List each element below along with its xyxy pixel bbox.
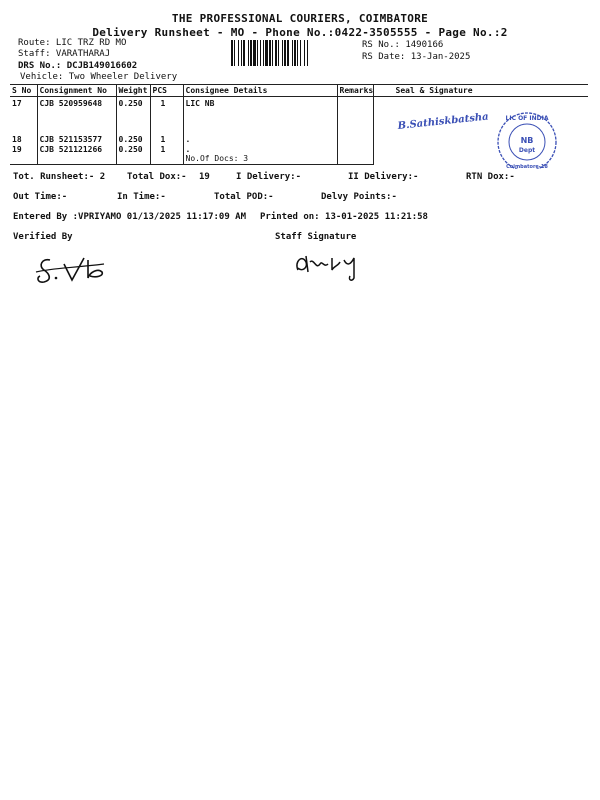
row-sno: 19 [10, 145, 37, 165]
barcode-bar [282, 40, 283, 66]
svg-text:Dept: Dept [518, 147, 535, 154]
barcode-bar [238, 40, 239, 66]
out-time: Out Time:- [13, 192, 68, 202]
rs-number: RS No.: 1490166 [362, 40, 444, 50]
row-weight: 0.250 [116, 145, 150, 165]
row-consignee [183, 145, 337, 165]
vehicle-info: Vehicle: Two Wheeler Delivery [20, 72, 178, 82]
barcode-bar [287, 40, 289, 66]
tot-runsheet: Tot. Runsheet:- 2 [13, 172, 106, 182]
route-info: Route: LIC TRZ RD MO [18, 38, 127, 48]
total-pod: Total POD:- [214, 192, 274, 202]
barcode-bar [292, 40, 293, 66]
barcode-bar [300, 40, 301, 66]
verified-by-label: Verified By [13, 232, 73, 242]
row-pcs: 1 [150, 97, 183, 135]
row-remarks [337, 145, 373, 165]
row-weight: 0.250 [116, 97, 150, 135]
barcode-bar [231, 40, 233, 66]
row-consignment: CJB 521121266 [37, 145, 116, 165]
staff-signature-image [292, 248, 364, 286]
row-sno: 18 [12, 134, 22, 144]
barcode-bar [278, 40, 279, 66]
rs-date: RS Date: 13-Jan-2025 [362, 52, 471, 62]
company-title: THE PROFESSIONAL COURIERS, COIMBATORE [171, 12, 429, 25]
column-header-seal: Seal & Signature [373, 85, 588, 97]
barcode-bar [243, 40, 245, 66]
barcode-bar [307, 40, 308, 66]
column-header-remarks: Remarks [337, 85, 373, 97]
column-header-weight: Weight [116, 85, 150, 97]
ii-delivery: II Delivery:- [348, 172, 419, 182]
barcode-bar [260, 40, 261, 66]
row-remarks [337, 97, 373, 135]
row-consignment: CJB 521153577 [37, 135, 116, 145]
total-dox-value: 19 [199, 172, 210, 182]
row-consignee-dot: . [185, 144, 191, 154]
in-time: In Time:- [117, 192, 166, 202]
barcode-bar [269, 40, 271, 66]
row-consignee: LIC NB [183, 97, 337, 135]
drs-number: DRS No.: DCJB149016602 [18, 61, 138, 71]
printed-on: Printed on: 13-01-2025 11:21:58 [260, 212, 428, 222]
barcode-bar [272, 40, 273, 66]
runsheet-subtitle: Delivery Runsheet - MO - Phone No.:0422-3505555 - Page No.:2 [92, 26, 508, 39]
svg-text:B.Sathiskbatsha: B.Sathiskbatsha [396, 111, 489, 132]
row-pcs: 1 [150, 145, 183, 165]
no-of-docs: No.Of Docs: 3 [185, 153, 249, 163]
table-row [10, 97, 588, 135]
row-consignee: . [183, 135, 337, 145]
barcode-bar [248, 40, 249, 66]
svg-text:NB: NB [520, 136, 533, 145]
staff-info: Staff: VARATHARAJ [18, 49, 111, 59]
row-remarks [337, 135, 373, 145]
barcode-bar [297, 40, 298, 66]
barcode-bar [304, 40, 305, 66]
row-consignment: CJB 520959648 [37, 97, 116, 135]
handwritten-signature [396, 111, 489, 132]
seal-signature-cell [373, 97, 588, 169]
column-header-consignment: Consignment No [37, 85, 116, 97]
barcode-bar [263, 40, 264, 66]
barcode-bar [234, 40, 235, 66]
rtn-dox: RTN Dox:- [466, 172, 515, 182]
entered-by: Entered By :VPRIYAMO 01/13/2025 11:17:09 AM [13, 212, 246, 222]
i-delivery: I Delivery:- [236, 172, 302, 182]
barcode-bar [265, 40, 268, 66]
runsheet-table [10, 84, 588, 169]
verifier-signature-image [32, 250, 112, 290]
lic-seal-icon [498, 113, 556, 169]
delvy-points: Delvy Points:- [321, 192, 397, 202]
row-weight: 0.250 [116, 135, 150, 145]
barcode-bar [275, 40, 277, 66]
column-header-consignee: Consignee Details [183, 85, 337, 97]
barcode-bar [284, 40, 286, 66]
svg-text:Coimbatore-18: Coimbatore-18 [505, 164, 548, 169]
barcode-bar [241, 40, 242, 66]
barcode-image [231, 40, 354, 66]
row-pcs: 1 [150, 135, 183, 145]
total-dox-label: Total Dox:- [127, 172, 187, 182]
barcode-bar [250, 40, 252, 66]
column-header-sno: S No [10, 85, 37, 97]
svg-text:LIC OF INDIA: LIC OF INDIA [505, 115, 548, 122]
staff-signature-label: Staff Signature [275, 232, 357, 242]
seal-stamp-image [376, 97, 587, 169]
barcode-bar [257, 40, 258, 66]
row-sno: 17 [12, 99, 22, 108]
barcode-bar [253, 40, 256, 66]
table-header-row [10, 85, 588, 97]
barcode-bar [294, 40, 296, 66]
column-header-pcs: PCS [150, 85, 183, 97]
